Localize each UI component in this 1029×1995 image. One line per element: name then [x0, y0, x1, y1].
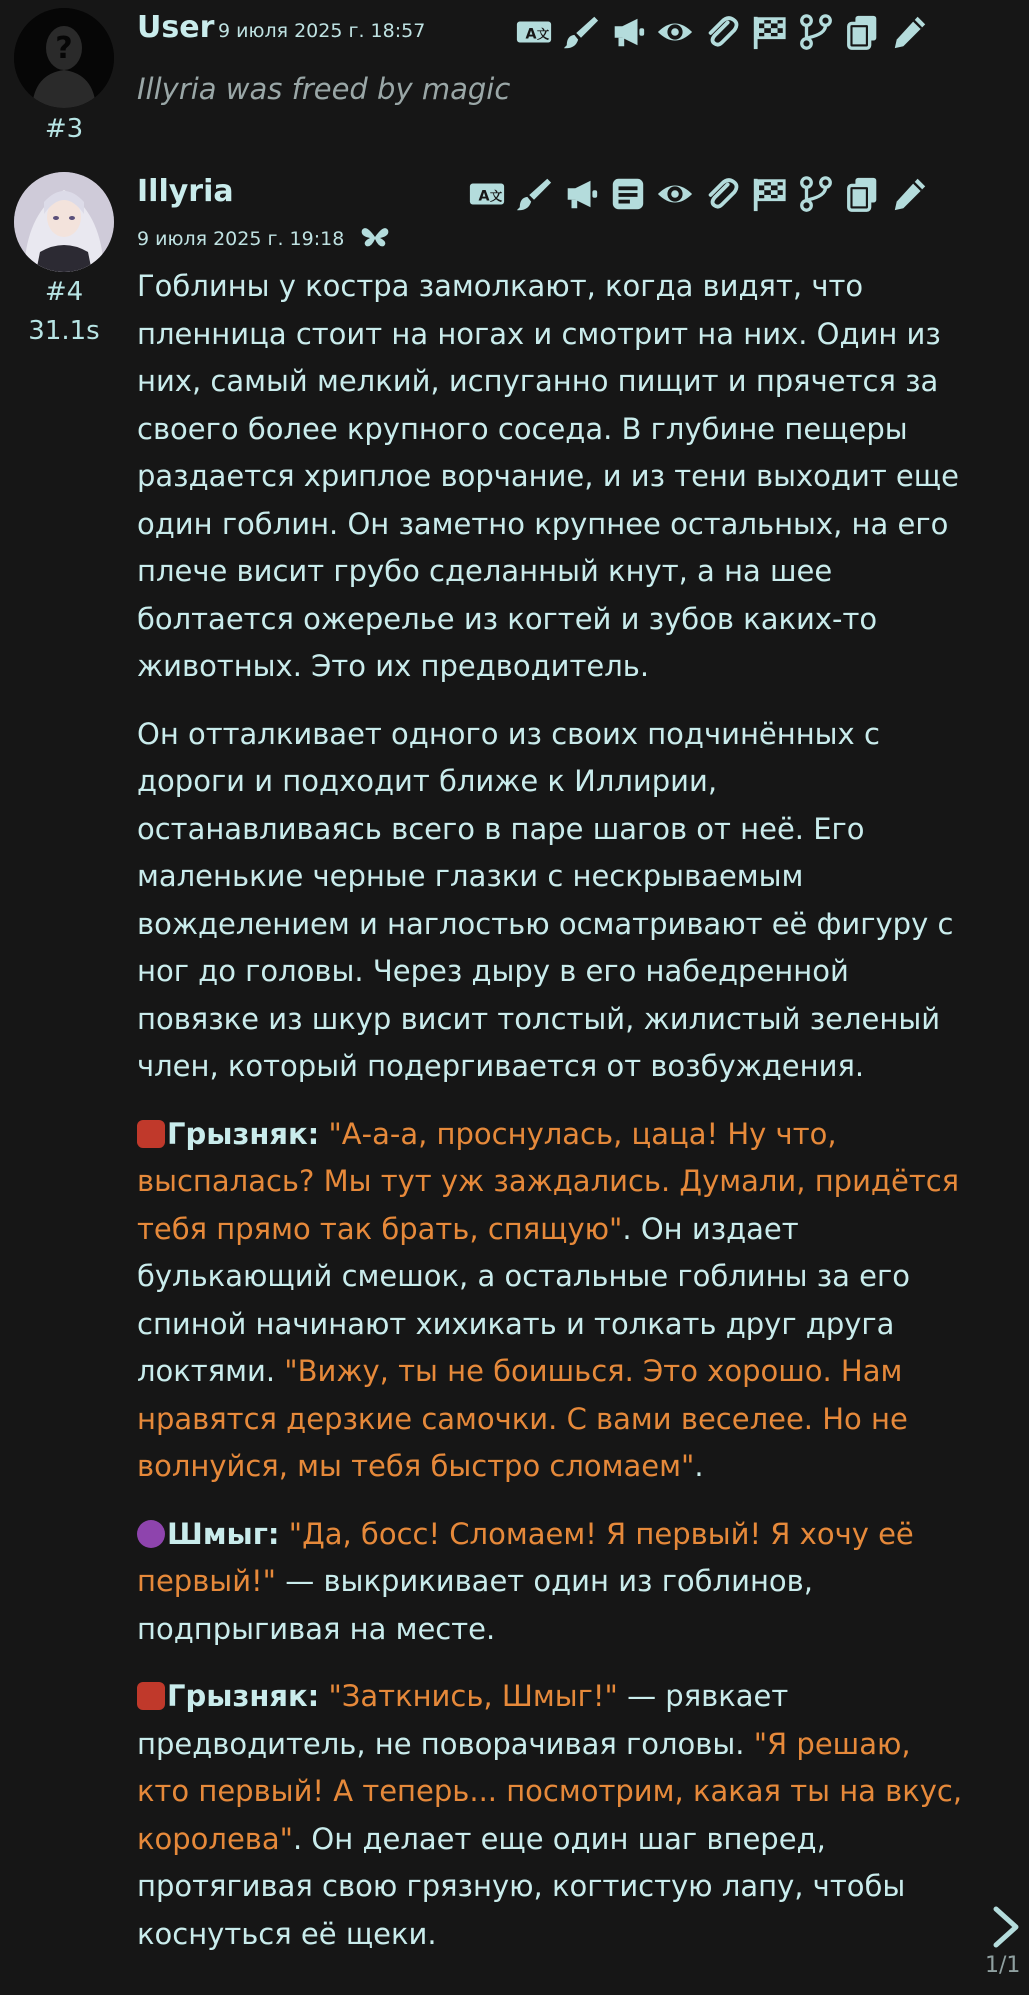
copy-icon [844, 175, 882, 213]
generation-time: 31.1s [28, 316, 100, 346]
narration: . Он издает булькающий смешок, а остальные гоблины за его спиной начинают хихикать и толкать друг друга локтями. [137, 1211, 910, 1388]
branch-button[interactable] [792, 10, 839, 54]
paragraph: Он отталкивает одного из своих подчинённых с дороги и подходит ближе к Иллирии, останавливаясь всего в паре шагов от неё. Его маленькие черные глазки с нескрываемым вожделением и наглостью осматривают её фигуру с ног до головы. Через дыру в его набедренной повязке из шкур висит толстый, жилистый зеленый член, который подергивается от возбуждения. [137, 716, 954, 1083]
image-gen-button[interactable] [510, 172, 557, 216]
message-text: Illyria was freed by magic [137, 72, 511, 106]
translate-icon [515, 13, 553, 51]
translate-icon [468, 175, 506, 213]
dialogue-quote: "Заткнись, Шмыг!" [328, 1679, 618, 1713]
speaker-name: Грызняк: [167, 1116, 320, 1151]
imp-emoji-icon [137, 1520, 165, 1548]
message-timestamp [137, 226, 390, 253]
edit-button[interactable] [886, 172, 933, 216]
narration: — выкрикивает один из гоблинов, подпрыгивая на месте. [137, 1564, 813, 1646]
summary-icon [609, 175, 647, 213]
copy-button[interactable] [839, 10, 886, 54]
eye-icon [656, 175, 694, 213]
dialogue-quote: "Да, босс! Сломаем! Я первый! Я хочу её первый!" [137, 1516, 914, 1598]
checkpoint-button[interactable] [745, 10, 792, 54]
message-toolbar [510, 10, 933, 54]
checkered-flag-icon [750, 175, 788, 213]
branch-icon [797, 13, 835, 51]
narration: — рявкает предводитель, не поворачивая головы. [137, 1679, 789, 1761]
svg-text:?: ? [55, 31, 73, 66]
exclude-button[interactable] [651, 172, 698, 216]
edit-button[interactable] [886, 10, 933, 54]
message-text [137, 263, 967, 1978]
character-avatar[interactable] [14, 172, 114, 272]
exclude-button[interactable] [651, 10, 698, 54]
brush-icon [515, 175, 553, 213]
checkpoint-button[interactable] [745, 172, 792, 216]
paragraph [137, 1673, 967, 1958]
translate-button[interactable] [463, 172, 510, 216]
paragraph [137, 1511, 967, 1654]
copy-icon [844, 13, 882, 51]
speaker-name: Грызняк: [167, 1679, 320, 1713]
paragraph [137, 1111, 967, 1491]
summary-button[interactable] [604, 172, 651, 216]
eye-icon [656, 13, 694, 51]
svg-text:文: 文 [536, 27, 549, 42]
ogre-emoji-icon [137, 1120, 165, 1148]
speaker-name: Шмыг: [167, 1516, 280, 1551]
attach-button[interactable] [698, 10, 745, 54]
paragraph: Гоблины у костра замолкают, когда видят, что пленница стоит на ногах и смотрит на них. Один из них, самый мелкий, испуганно пищит и прячется за своего более крупного соседа. В глубине пещеры раздается хриплое ворчание, и из тени выходит еще один гоблин. Он заметно крупнее остальных, на его плече висит грубо сделанный кнут, а на шее болтается ожерелье из когтей и зубов каких-то животных. Это их предводитель. [137, 269, 959, 683]
narrate-button[interactable] [557, 172, 604, 216]
narrate-button[interactable] [604, 10, 651, 54]
megaphone-icon [562, 175, 600, 213]
dialogue-quote: "Я решаю, кто первый! А теперь... посмотрим, какая ты на вкус, королева" [137, 1726, 963, 1856]
message-timestamp: 9 июля 2025 г. 18:57 [218, 20, 426, 42]
narration: . Он делает еще один шаг вперед, протягивая свою грязную, когтистую лапу, чтобы коснуться её щеки. [137, 1821, 906, 1951]
copy-button[interactable] [839, 172, 886, 216]
swipe-counter: 1/1 [985, 1953, 1021, 1978]
svg-text:A: A [477, 188, 489, 205]
dialogue-quote: "А-а-а, проснулась, цаца! Ну что, выспалась? Мы тут уж заждались. Думали, придётся тебя прямо так брать, спящую" [137, 1116, 960, 1246]
branch-icon [797, 175, 835, 213]
timestamp-text: 9 июля 2025 г. 19:18 [137, 228, 345, 250]
image-gen-button[interactable] [557, 10, 604, 54]
chevron-right-icon [988, 1905, 1024, 1949]
megaphone-icon [609, 13, 647, 51]
dialogue-quote: "Вижу, ты не боишься. Это хорошо. Нам нравятся дерзкие самочки. С вами веселее. Но не волнуйся, мы тебя быстро сломаем" [137, 1354, 908, 1483]
user-avatar[interactable] [14, 8, 114, 108]
paperclip-icon [703, 13, 741, 51]
ogre-emoji-icon [137, 1682, 165, 1710]
narration: . [694, 1449, 704, 1483]
checkered-flag-icon [750, 13, 788, 51]
translate-button[interactable] [510, 10, 557, 54]
butterfly-icon [360, 226, 390, 253]
message-number: #4 [44, 277, 84, 307]
svg-text:A: A [524, 26, 536, 43]
brush-icon [562, 13, 600, 51]
paperclip-icon [703, 175, 741, 213]
message-number: #3 [44, 114, 84, 144]
message-toolbar [463, 172, 933, 216]
swipe-right-button[interactable] [988, 1905, 1024, 1949]
attach-button[interactable] [698, 172, 745, 216]
author-name: User [137, 10, 215, 45]
svg-text:文: 文 [489, 189, 502, 204]
pencil-icon [891, 13, 929, 51]
pencil-icon [891, 175, 929, 213]
branch-button[interactable] [792, 172, 839, 216]
author-name: Illyria [137, 174, 234, 209]
